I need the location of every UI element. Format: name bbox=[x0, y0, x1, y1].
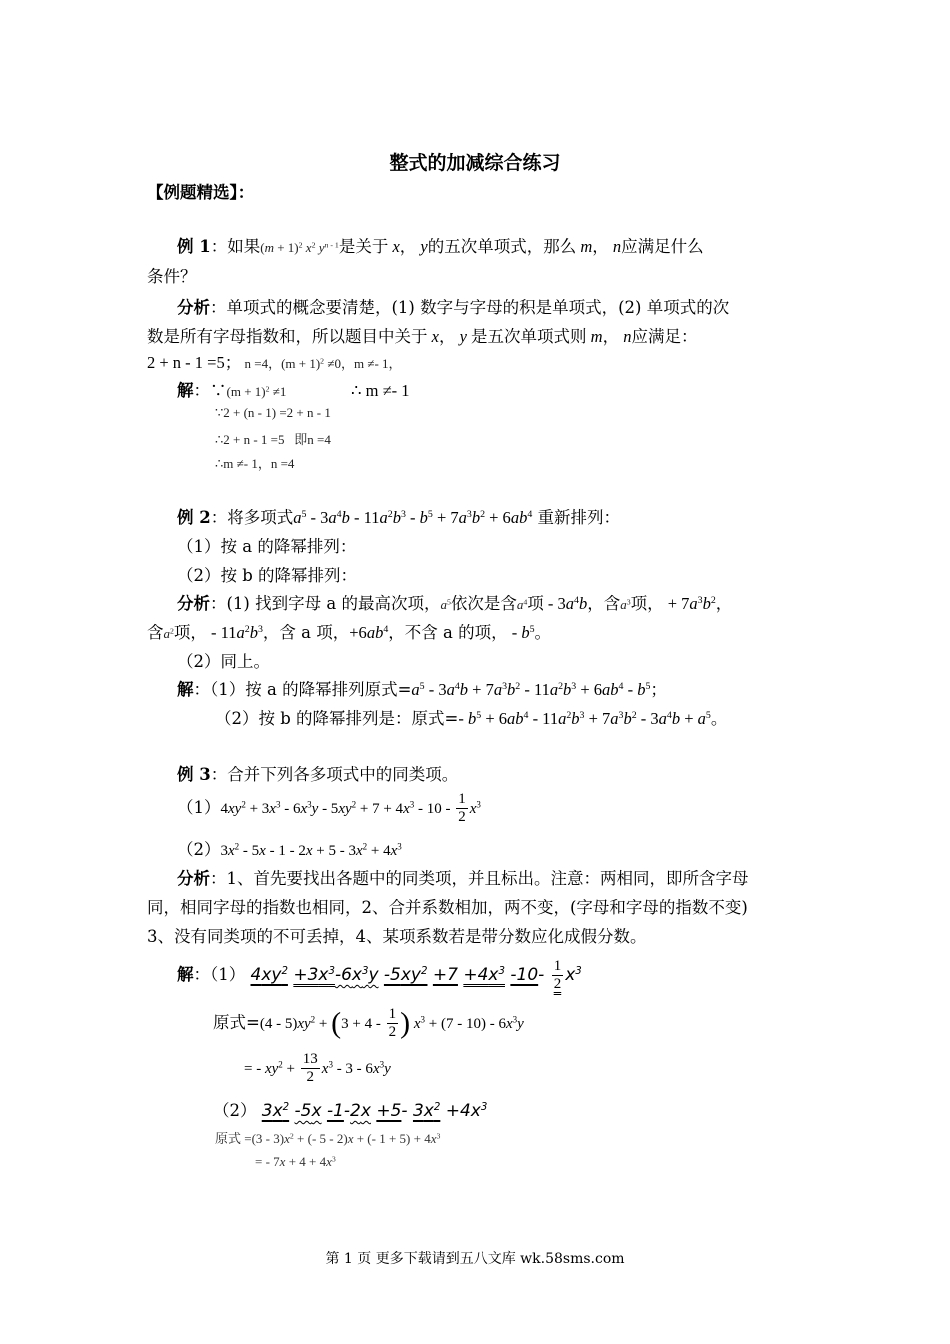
ex2-analysis-line3: （2）同上。 bbox=[177, 652, 270, 671]
ex2-solution-line1: 解：（1）按 a 的降幂排列原式$=a^5 - 3a^4b + 7a^3b^2 - 11a^2b^3 + 6ab^4 - b^5$； bbox=[177, 680, 667, 699]
ex1-solution-line1: 解：∵(m + 1)$^2$ ≠1 bbox=[177, 381, 287, 400]
ex3-analysis-line3: 3、没有同类项的不可丢掉，4、某项系数若是带分数应化成假分数。 bbox=[147, 927, 647, 946]
ex3-question: 例 3：合并下列各多项式中的同类项。 bbox=[177, 765, 459, 784]
ex3-solution2-line2: 原式 $=(3 - 3)x^2$ + (- 5 - 2)x + (- $1 + 5) + 4x^3$ bbox=[215, 1131, 441, 1146]
ex1-question-line2: 条件？ bbox=[147, 267, 197, 286]
ex1-solution-line4: ∴m ≠- 1，n =4 bbox=[215, 456, 295, 471]
fraction-one-half-2: $\frac{1}{2}$ bbox=[388, 1006, 397, 1040]
ex3-problem2: $(2)3x^2 - 5x - 1 - 2x + 5 - 3x^2 + 4x^3$ bbox=[177, 840, 402, 859]
fraction-one-half-marked: $\frac{1}{2}$ bbox=[553, 958, 562, 992]
ex1-label: 例 1 bbox=[177, 237, 211, 256]
page-footer: 第 1 页 更多下载请到五八文库 wk.58sms.com bbox=[325, 1251, 625, 1267]
ex3-analysis-line2: 同，相同字母的指数也相同，2、合并系数相加，两不变，(字母和字母的指数不变) bbox=[147, 898, 748, 917]
ex1-monomial: $(m + 1)^2$ $x^2$ $y^{n - 1}$ bbox=[260, 240, 339, 255]
ex3-analysis-line1: 分析：1、首先要找出各题中的同类项，并且标出。注意：两相同，即所含字母 bbox=[177, 869, 749, 888]
ex2-solution-line2: （2）按 b 的降幂排列是：原式=- $b^5 + 6ab^4 - 11a^2b^3 + 7a^3b^2 - 3a^4b + a^5$。 bbox=[215, 709, 728, 728]
ex2-part2: （2）按 b 的降幂排列： bbox=[177, 566, 358, 585]
ex1-solution-line2: ∵2 + (n - 1) =2 + n - 1 bbox=[215, 405, 331, 420]
ex3-solution-line1: 解：（1） $4xy^2 +3x^3-6x^3y$ $-5xy^2 +7 +4x^3$ -10- $\frac{1}{2}$ $x^3$ bbox=[177, 958, 582, 992]
ex3-solution-original: 原式$=(4 - 5)xy^2 + (3 + 4$ - $\frac{1}{2}$ ) $x^3 + (7 - 10) - 6x^3y$ bbox=[213, 1006, 524, 1040]
ex2-part1: （1）按 a 的降幂排列： bbox=[177, 537, 357, 556]
fraction-one-half: $\frac{1}{2}$ bbox=[458, 791, 466, 825]
ex1-analysis-line3: 2 + n - 1 =5； n =4，$(m + 1)^2 \ne 0$，m ≠- 1， bbox=[147, 353, 402, 372]
ex3-solution2-line3: = - $7x + 4 + 4x^3$ bbox=[255, 1154, 336, 1169]
fraction-thirteen-halves: $\frac{13}{2}$ bbox=[302, 1051, 318, 1085]
ex1-question-line1: 例 1：如果$(m + 1)^2$ $x^2$ $y^{n - 1}$是关于 x， y的五次单项式，那么 m， n应满足什么 bbox=[177, 237, 704, 256]
section-heading: 【例题精选】： bbox=[147, 183, 255, 202]
ex2-analysis-line2: 含$a^2$项， - $11a^2b^3$，含 a 项，$+6ab^4$，不含 a 的项， - $b^5$。 bbox=[147, 623, 552, 642]
ex2-polynomial: $a^5 - 3a^4b - 11a^2b^3 - b^5 + 7a^3b^2 + 6ab^4$ bbox=[293, 508, 533, 527]
ex1-solution-conclusion: ∴ m ≠- 1 bbox=[351, 381, 410, 400]
ex3-solution-result1: = - $xy^2$ + $\frac{13}{2}$ $x^3 - 3 - 6x^3y$ bbox=[244, 1051, 391, 1085]
ex2-question: 例 2：将多项式$a^5 - 3a^4b - 11a^2b^3 - b^5 + 7a^3b^2 + 6ab^4$ 重新排列： bbox=[177, 508, 620, 527]
ex3-problem1: $(1)4xy^2 + 3x^3 - 6x^3y - 5xy^2 + 7 + 4x^3 - 10$ - $\frac{1}{2}$ $x^3$ bbox=[177, 791, 481, 825]
ex1-solution-line3: ∴2 + n - 1 =5 即n =4 bbox=[215, 432, 331, 447]
ex3-solution2-line1: （2） $3x^2$ -5x -1-2x +5- $3x^2 +4x^3$ bbox=[213, 1101, 488, 1121]
page-title: 整式的加减综合练习 bbox=[389, 152, 561, 174]
ex1-analysis-line1: 分析：单项式的概念要清楚，(1) 数字与字母的积是单项式，(2) 单项式的次 bbox=[177, 298, 730, 317]
ex1-analysis-line2: 数是所有字母指数和，所以题目中关于 x， y 是五次单项式则 m， n应满足： bbox=[147, 327, 698, 346]
ex2-analysis-line1: 分析：(1) 找到字母 a 的最高次项，$a^5$依次是含$a^4$项 - $3a^4b$，含$a^3$项， + $7a^3b^2$， bbox=[177, 594, 733, 613]
